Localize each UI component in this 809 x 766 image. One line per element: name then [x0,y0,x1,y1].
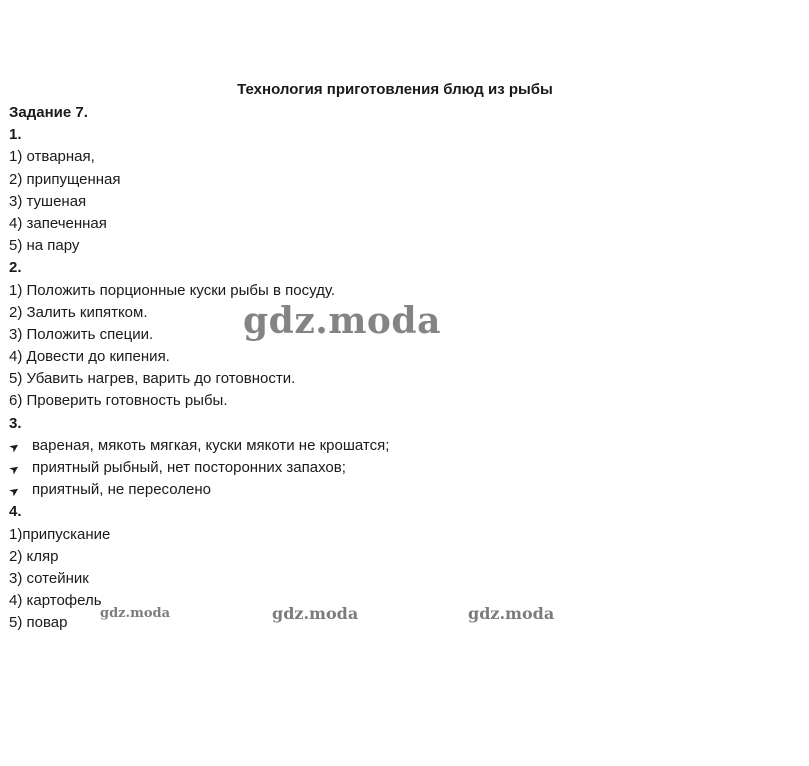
section-1-item: 5) на пару [9,237,80,255]
section-3-item-text: приятный рыбный, нет посторонних запахов; [32,459,346,476]
document-body [6,102,390,635]
section-2-item: 3) Положить специи. [9,325,154,343]
page-title: Технология приготовления блюд из рыбы [237,81,553,98]
section-1-item: 4) запеченная [9,214,107,232]
task-heading: Задание 7. [9,104,88,121]
section-4-item: 1)припускание [9,525,111,543]
section-4-item: 5) повар [9,614,68,632]
watermark-small: gdz.moda [468,604,555,623]
section-3-number: 3. [9,414,22,432]
section-2-number: 2. [9,259,22,277]
section-4-item: 4) картофель [9,592,102,610]
section-1-item: 2) припущенная [9,170,121,188]
watermark-small: gdz.moda [272,604,359,623]
section-2-item: 1) Положить порционные куски рыбы в посуду. [9,281,335,299]
section-2-item: 5) Убавить нагрев, варить до готовности. [9,370,296,388]
section-3-item [6,435,390,457]
section-2-item: 2) Залить кипятком. [9,303,148,321]
arrow-bullet-icon: ➤ [6,460,23,478]
section-1-item: 3) тушеная [9,192,87,210]
arrow-bullet-icon: ➤ [6,438,23,456]
section-3-item [6,479,389,501]
section-1-item: 1) отварная, [9,148,95,166]
section-2-item: 6) Проверить готовность рыбы. [9,392,228,410]
section-3-item-text: вареная, мякоть мягкая, куски мякоти не крошатся; [32,436,390,454]
section-4-item: 3) сотейник [9,569,89,587]
section-4-item: 2) кляр [9,547,59,565]
section-3-item-text: приятный, не пересолено [32,481,211,499]
section-4-number: 4. [9,503,22,521]
section-1-number: 1. [9,126,22,144]
arrow-bullet-icon: ➤ [6,482,23,500]
section-2-item: 4) Довести до кипения. [9,348,170,366]
watermark-main: gdz.moda [243,300,441,342]
watermark-small: gdz.moda [100,606,171,621]
section-3-item [6,457,389,479]
